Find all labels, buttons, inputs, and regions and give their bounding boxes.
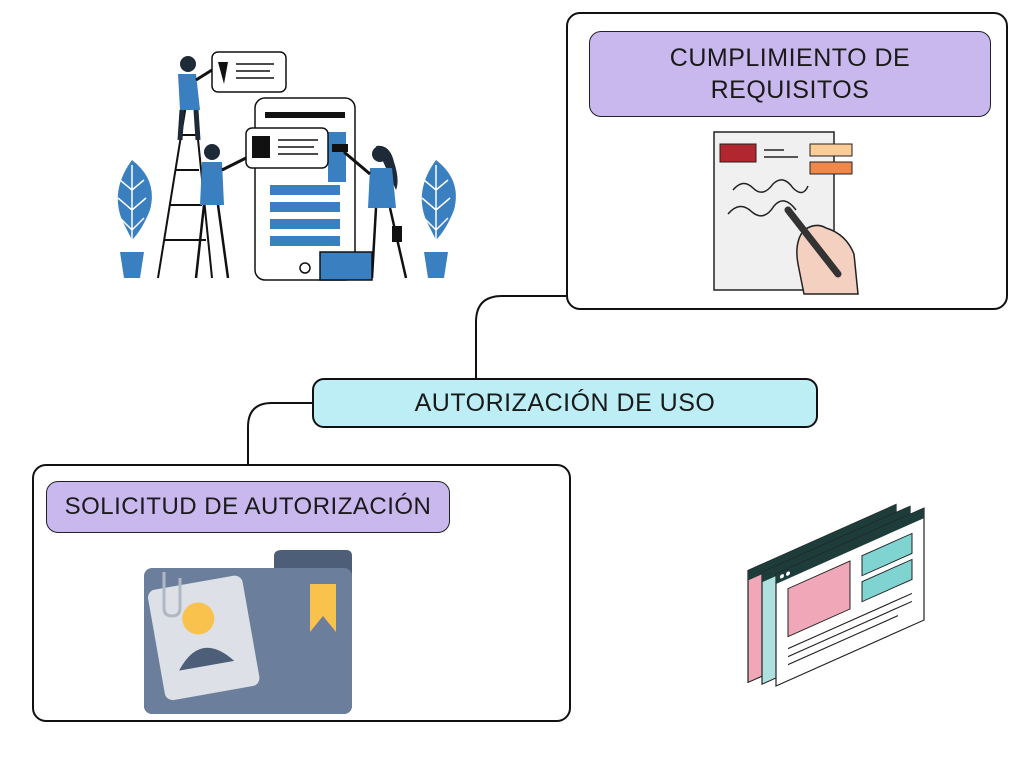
person-standing-icon [196,144,246,278]
signing-document-icon [708,124,868,299]
content-card-middle [246,128,328,168]
web-design-team-illustration [100,40,480,290]
browser-windows-illustration [740,474,940,696]
plant-left-icon [118,160,152,278]
solicitud-label: SOLICITUD DE AUTORIZACIÓN [46,481,450,533]
id-folder-icon [142,548,357,718]
paint-tray-icon [320,252,372,280]
connector-to-requisitos [476,296,566,378]
requisitos-label: CUMPLIMIENTO DE REQUISITOS [589,31,991,117]
central-node: AUTORIZACIÓN DE USO [312,378,818,428]
content-card-top [212,52,286,92]
connector-to-solicitud [248,403,312,464]
person-on-ladder-icon [178,56,212,140]
plant-right-icon [422,160,456,278]
